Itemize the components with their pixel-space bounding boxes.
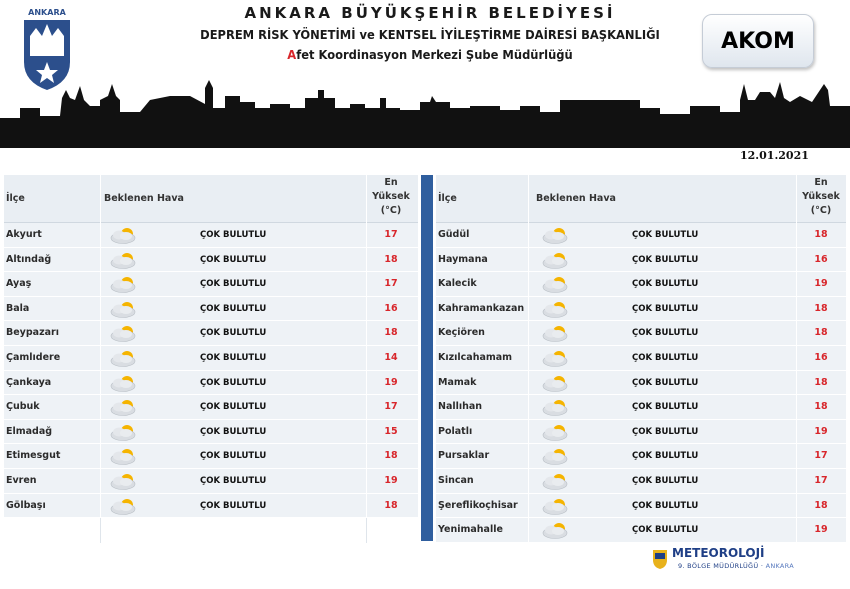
district-name: Çamlıdere bbox=[6, 351, 61, 363]
max-temperature: 15 bbox=[384, 425, 398, 437]
partly-cloudy-icon bbox=[541, 349, 571, 367]
right-weather-table bbox=[436, 175, 846, 543]
district-name: Güdül bbox=[438, 229, 470, 240]
max-temperature: 18 bbox=[814, 327, 828, 339]
district-name: Gölbaşı bbox=[6, 499, 46, 511]
table-row bbox=[436, 248, 846, 273]
district-name: Nallıhan bbox=[438, 401, 483, 413]
table-row bbox=[4, 223, 418, 248]
max-temperature: 18 bbox=[814, 376, 828, 388]
district-name: Altındağ bbox=[6, 253, 52, 265]
max-temperature: 18 bbox=[384, 327, 398, 339]
weather-description: ÇOK BULUTLU bbox=[632, 352, 699, 363]
max-temperature: 19 bbox=[814, 278, 828, 290]
partly-cloudy-icon bbox=[109, 423, 139, 441]
table-row bbox=[4, 272, 418, 297]
weather-description: ÇOK BULUTLU bbox=[200, 254, 267, 265]
municipality-title: ANKARA BÜYÜKŞEHİR BELEDİYESİ bbox=[244, 4, 616, 22]
partly-cloudy-icon bbox=[109, 300, 139, 318]
weather-column-header: Beklenen Hava bbox=[104, 193, 184, 204]
weather-description: ÇOK BULUTLU bbox=[200, 279, 267, 290]
partly-cloudy-icon bbox=[109, 447, 139, 465]
table-row bbox=[4, 321, 418, 346]
table-row bbox=[436, 223, 846, 248]
meteorology-title: METEOROLOJİ bbox=[672, 546, 765, 560]
meteorology-subtitle: 9. BÖLGE MÜDÜRLÜĞÜ · ANKARA bbox=[678, 562, 794, 570]
meteorology-icon bbox=[652, 548, 668, 570]
table-row bbox=[436, 395, 846, 420]
partly-cloudy-icon bbox=[109, 398, 139, 416]
weather-description: ÇOK BULUTLU bbox=[200, 303, 267, 314]
max-temperature: 14 bbox=[384, 351, 398, 363]
report-date: 12.01.2021 bbox=[740, 149, 809, 162]
table-row-empty bbox=[4, 518, 418, 543]
table-row bbox=[4, 297, 418, 322]
partly-cloudy-icon bbox=[541, 324, 571, 342]
district-name: Bala bbox=[6, 302, 30, 314]
city-skyline-icon bbox=[0, 78, 850, 148]
partly-cloudy-icon bbox=[541, 226, 571, 244]
weather-description: ÇOK BULUTLU bbox=[200, 352, 267, 363]
table-row bbox=[436, 420, 846, 445]
weather-description: ÇOK BULUTLU bbox=[632, 525, 699, 536]
partly-cloudy-icon bbox=[109, 349, 139, 367]
weather-description: ÇOK BULUTLU bbox=[632, 254, 699, 265]
table-row bbox=[4, 395, 418, 420]
table-row bbox=[436, 297, 846, 322]
weather-column-header: Beklenen Hava bbox=[536, 193, 616, 204]
partly-cloudy-icon bbox=[541, 374, 571, 392]
district-name: Beypazarı bbox=[6, 327, 59, 339]
district-name: Etimesgut bbox=[6, 450, 61, 462]
max-temperature: 17 bbox=[384, 278, 398, 290]
partly-cloudy-icon bbox=[541, 251, 571, 269]
partly-cloudy-icon bbox=[541, 398, 571, 416]
max-temperature: 18 bbox=[384, 499, 398, 511]
table-row bbox=[436, 346, 846, 371]
left-weather-table bbox=[4, 175, 418, 543]
partly-cloudy-icon bbox=[109, 275, 139, 293]
meteorology-logo bbox=[650, 546, 800, 576]
district-name: Şereflikoçhisar bbox=[438, 499, 518, 511]
table-row bbox=[436, 494, 846, 519]
max-temperature: 19 bbox=[814, 524, 828, 536]
branch-title: Afet Koordinasyon Merkezi Şube Müdürlüğü bbox=[287, 47, 573, 62]
table-row bbox=[436, 272, 846, 297]
table-row bbox=[4, 346, 418, 371]
district-name: Sincan bbox=[438, 474, 474, 486]
district-name: Evren bbox=[6, 474, 37, 486]
district-name: Çankaya bbox=[6, 376, 52, 388]
akom-logo: AKOM bbox=[702, 14, 814, 68]
table-row bbox=[4, 494, 418, 519]
weather-description: ÇOK BULUTLU bbox=[200, 500, 267, 511]
table-header bbox=[4, 175, 418, 223]
weather-description: ÇOK BULUTLU bbox=[632, 303, 699, 314]
table-row bbox=[436, 371, 846, 396]
district-name: Elmadağ bbox=[6, 425, 53, 437]
district-name: Yenimahalle bbox=[438, 524, 503, 536]
weather-description: ÇOK BULUTLU bbox=[632, 377, 699, 388]
partly-cloudy-icon bbox=[109, 324, 139, 342]
partly-cloudy-icon bbox=[109, 497, 139, 515]
weather-description: ÇOK BULUTLU bbox=[200, 451, 267, 462]
weather-description: ÇOK BULUTLU bbox=[632, 500, 699, 511]
district-name: Kızılcahamam bbox=[438, 351, 513, 363]
district-name: Kahramankazan bbox=[438, 302, 525, 314]
max-temperature: 19 bbox=[814, 425, 828, 437]
max-temperature: 19 bbox=[384, 376, 398, 388]
partly-cloudy-icon bbox=[541, 300, 571, 318]
partly-cloudy-icon bbox=[109, 472, 139, 490]
table-row bbox=[4, 371, 418, 396]
weather-description: ÇOK BULUTLU bbox=[200, 426, 267, 437]
table-divider bbox=[421, 175, 433, 541]
table-row bbox=[4, 469, 418, 494]
max-temperature: 18 bbox=[384, 253, 398, 265]
max-temperature: 17 bbox=[384, 401, 398, 413]
district-name: Ayaş bbox=[6, 278, 32, 290]
partly-cloudy-icon bbox=[541, 275, 571, 293]
partly-cloudy-icon bbox=[109, 251, 139, 269]
max-temperature: 19 bbox=[384, 474, 398, 486]
district-name: Akyurt bbox=[6, 229, 42, 240]
district-name: Çubuk bbox=[6, 401, 40, 413]
district-name: Polatlı bbox=[438, 425, 473, 437]
table-row bbox=[4, 420, 418, 445]
max-temperature: 17 bbox=[814, 450, 828, 462]
partly-cloudy-icon bbox=[541, 521, 571, 539]
department-title: DEPREM RİSK YÖNETİMİ ve KENTSEL İYİLEŞTİRME DAİRESİ BAŞKANLIĞI bbox=[200, 27, 660, 42]
weather-description: ÇOK BULUTLU bbox=[200, 402, 267, 413]
weather-description: ÇOK BULUTLU bbox=[632, 279, 699, 290]
weather-description: ÇOK BULUTLU bbox=[200, 377, 267, 388]
weather-description: ÇOK BULUTLU bbox=[200, 475, 267, 486]
max-temperature: 17 bbox=[814, 474, 828, 486]
max-temp-column-header: En Yüksek (°C) bbox=[372, 177, 410, 216]
weather-description: ÇOK BULUTLU bbox=[632, 475, 699, 486]
weather-description: ÇOK BULUTLU bbox=[632, 426, 699, 437]
partly-cloudy-icon bbox=[541, 497, 571, 515]
table-row bbox=[436, 518, 846, 543]
weather-description: ÇOK BULUTLU bbox=[632, 230, 699, 240]
partly-cloudy-icon bbox=[541, 447, 571, 465]
weather-description: ÇOK BULUTLU bbox=[632, 328, 699, 339]
svg-text:ANKARA: ANKARA bbox=[28, 8, 66, 17]
table-row bbox=[436, 321, 846, 346]
max-temperature: 18 bbox=[814, 401, 828, 413]
table-row bbox=[4, 444, 418, 469]
title-block bbox=[150, 4, 710, 62]
max-temperature: 16 bbox=[814, 351, 828, 363]
table-row bbox=[436, 444, 846, 469]
partly-cloudy-icon bbox=[541, 472, 571, 490]
max-temperature: 18 bbox=[814, 499, 828, 511]
partly-cloudy-icon bbox=[541, 423, 571, 441]
max-temperature: 18 bbox=[384, 450, 398, 462]
max-temp-column-header: En Yüksek (°C) bbox=[802, 177, 840, 216]
district-name: Keçiören bbox=[438, 327, 485, 339]
table-row bbox=[436, 469, 846, 494]
district-name: Pursaklar bbox=[438, 450, 490, 462]
weather-description: ÇOK BULUTLU bbox=[200, 328, 267, 339]
max-temperature: 16 bbox=[384, 302, 398, 314]
max-temperature: 18 bbox=[814, 229, 828, 240]
district-name: Haymana bbox=[438, 253, 488, 265]
partly-cloudy-icon bbox=[109, 374, 139, 392]
max-temperature: 18 bbox=[814, 302, 828, 314]
max-temperature: 16 bbox=[814, 253, 828, 265]
table-row bbox=[4, 248, 418, 273]
district-column-header: İlçe bbox=[438, 193, 457, 204]
partly-cloudy-icon bbox=[109, 226, 139, 244]
weather-description: ÇOK BULUTLU bbox=[200, 230, 267, 240]
district-name: Kalecik bbox=[438, 278, 477, 290]
district-column-header: İlçe bbox=[6, 193, 25, 204]
weather-description: ÇOK BULUTLU bbox=[632, 402, 699, 413]
max-temperature: 17 bbox=[384, 229, 398, 240]
table-header bbox=[436, 175, 846, 223]
header bbox=[0, 0, 850, 162]
district-name: Mamak bbox=[438, 376, 477, 388]
weather-description: ÇOK BULUTLU bbox=[632, 451, 699, 462]
